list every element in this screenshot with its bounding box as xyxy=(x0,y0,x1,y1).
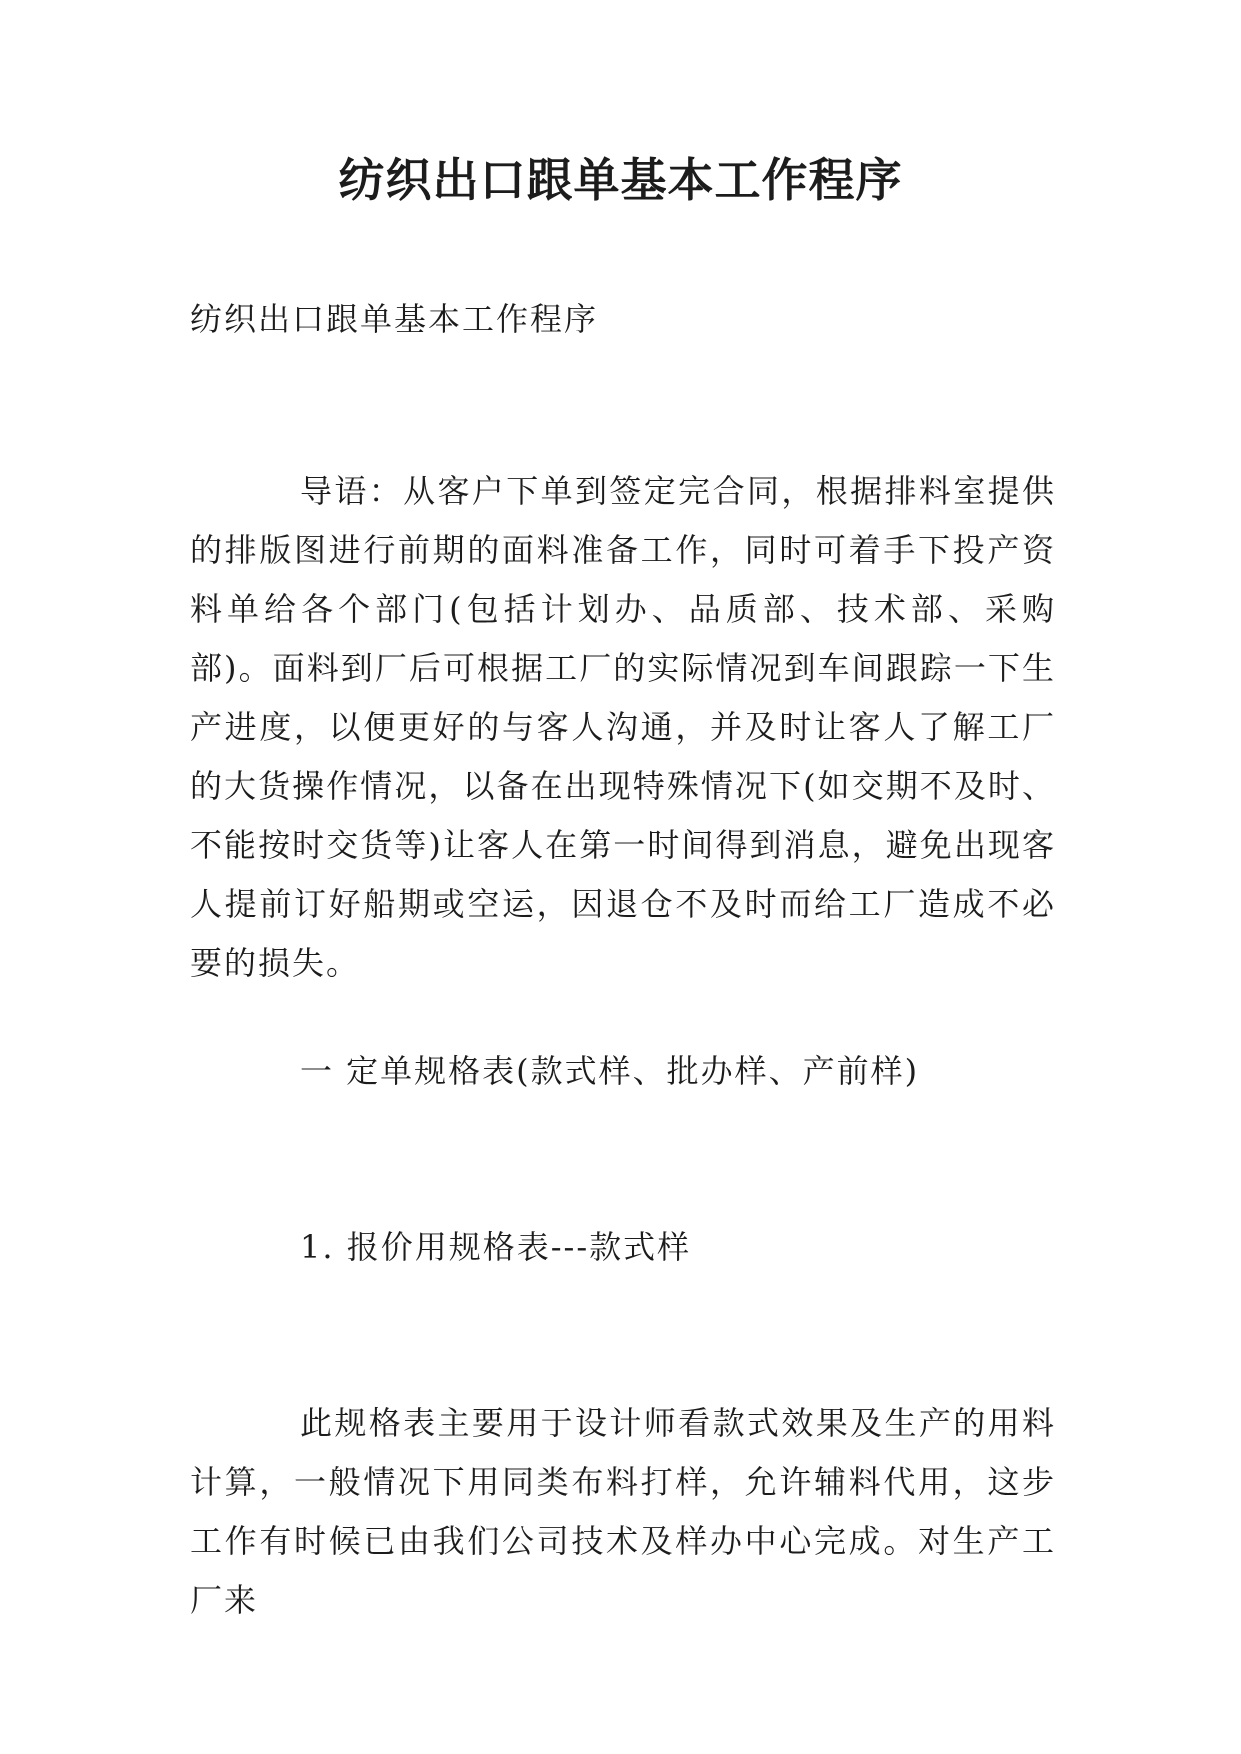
document-subtitle: 纺织出口跟单基本工作程序 xyxy=(190,300,599,338)
section-heading: 一 定单规格表(款式样、批办样、产前样) xyxy=(300,1052,920,1090)
subsection-heading: 1. 报价用规格表---款式样 xyxy=(300,1228,692,1266)
body-paragraph: 此规格表主要用于设计师看款式效果及生产的用料计算，一般情况下用同类布料打样，允许辅料代用，这步工作有时候已由我们公司技术及样办中心完成。对生产工厂来 xyxy=(190,1404,1056,1619)
intro-paragraph: 导语：从客户下单到签定完合同，根据排料室提供的排版图进行前期的面料准备工作，同时可着手下投产资料单给各个部门(包括计划办、品质部、技术部、采购部)。面料到厂后可根据工厂的实际情况到车间跟踪一下生产进度，以便更好的与客人沟通，并及时让客人了解工厂的大货操作情况，以备在出现特殊情况下(如交期不及时、不能按时交货等)让客人在第一时间得到消息，避免出现客人提前订好船期或空运，因退仓不及时而给工厂造成不必要的损失。 xyxy=(190,472,1056,982)
document-title: 纺织出口跟单基本工作程序 xyxy=(338,153,903,207)
